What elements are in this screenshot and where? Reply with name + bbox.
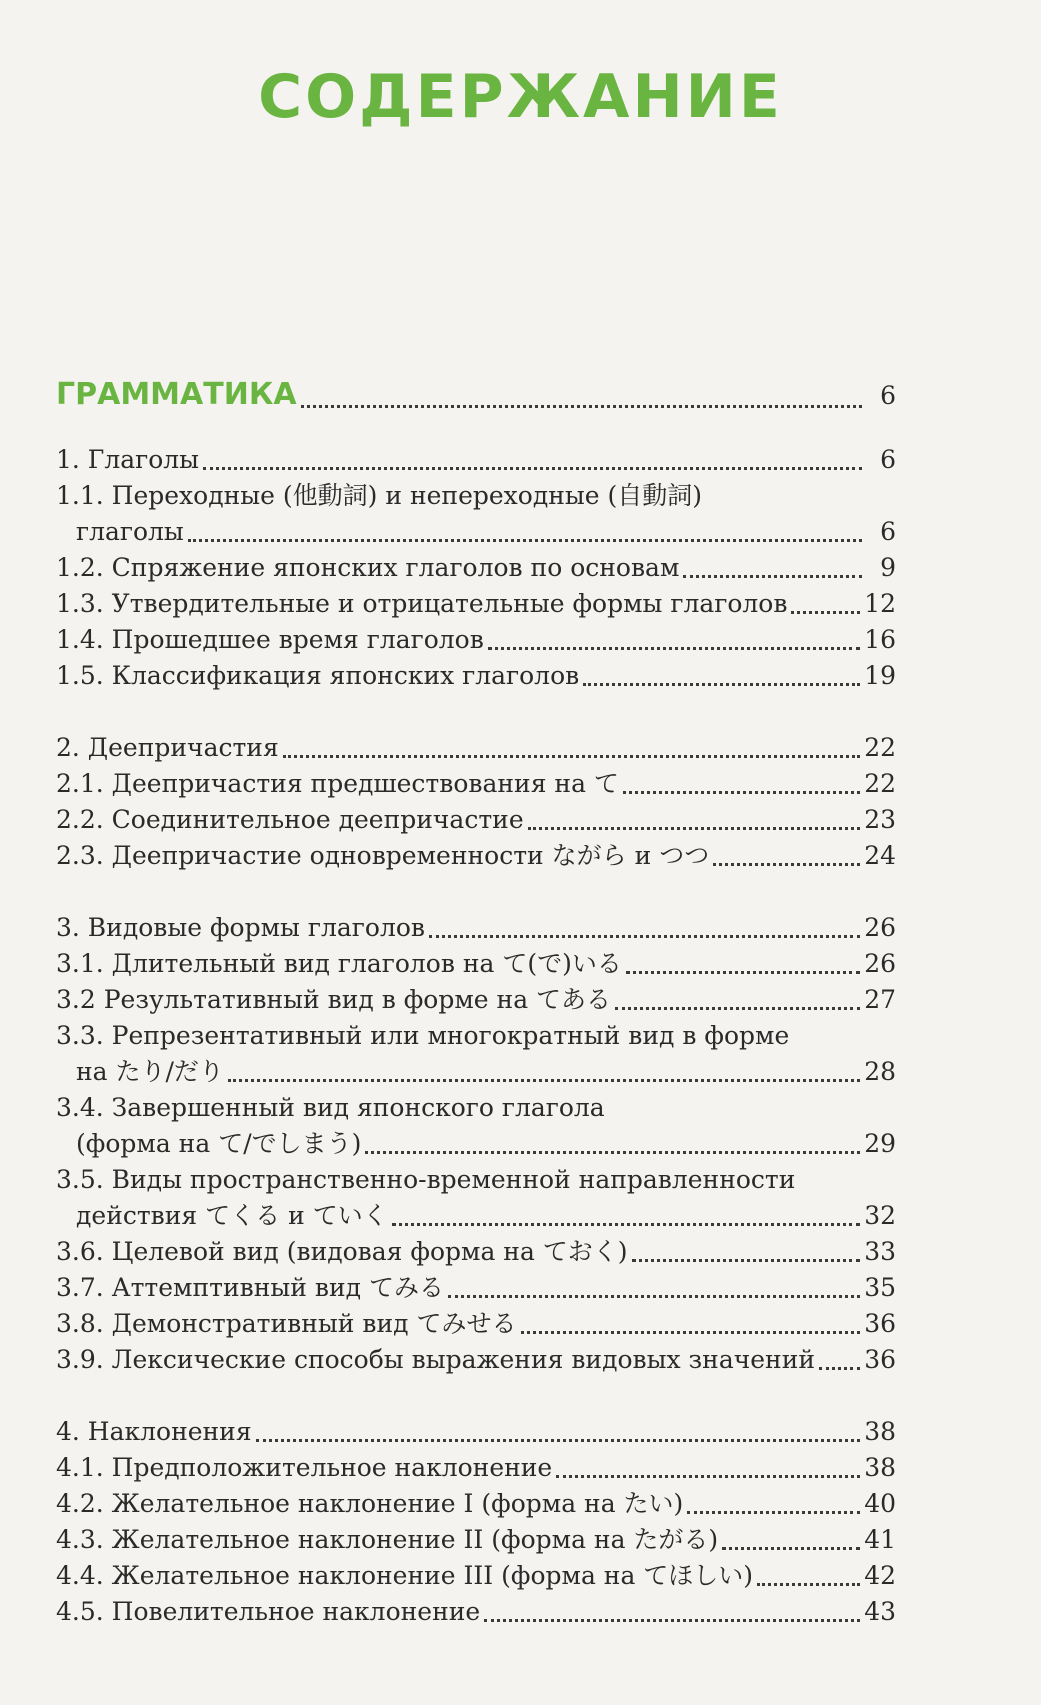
toc-entry-page-number: 36 — [864, 1345, 896, 1374]
toc-entry[interactable] — [56, 730, 896, 766]
dot-leader — [615, 1007, 860, 1010]
dot-leader — [484, 1619, 860, 1622]
toc-entry[interactable] — [56, 1234, 896, 1270]
toc-entry-page-number: 28 — [864, 1057, 896, 1086]
toc-entry-label: 1.1. Переходные (他動詞) и непереходные (自動詞) — [56, 481, 703, 510]
toc-entry[interactable] — [56, 1522, 896, 1558]
toc-entry[interactable] — [56, 1270, 896, 1306]
toc-entry-label: (форма на て/でしまう) — [76, 1129, 362, 1158]
toc-entry-page-number: 22 — [864, 733, 896, 762]
toc-entry[interactable] — [56, 550, 896, 586]
dot-leader — [556, 1475, 860, 1478]
toc-entry-page-number: 12 — [864, 589, 896, 618]
toc-entry-page-number: 26 — [864, 913, 896, 942]
toc-entry[interactable] — [56, 1558, 896, 1594]
dot-leader — [392, 1223, 860, 1226]
toc-entry-page-number: 32 — [864, 1201, 896, 1230]
toc-entry-label: 1.4. Прошедшее время глаголов — [56, 625, 484, 654]
dot-leader — [722, 1547, 860, 1550]
toc-entry[interactable] — [56, 442, 896, 478]
toc-entry-label: 1.5. Классификация японских глаголов — [56, 661, 580, 690]
toc-entry[interactable] — [56, 658, 896, 694]
dot-leader — [365, 1151, 860, 1154]
toc-entry-page-number: 29 — [864, 1129, 896, 1158]
dot-leader — [256, 1439, 861, 1442]
dot-leader — [301, 405, 862, 408]
dot-leader — [626, 971, 860, 974]
dot-leader — [429, 935, 860, 938]
toc-entry-label: действия てくる и ていく — [76, 1201, 388, 1230]
toc-entry-label: 1.3. Утвердительные и отрицательные формы глаголов — [56, 589, 788, 618]
toc-entry — [56, 1162, 896, 1198]
toc-entry-label: 4.4. Желательное наклонение III (форма на てほしい) — [56, 1561, 754, 1590]
section-label: ГРАММАТИКА — [56, 377, 297, 412]
section-page-number: 6 — [880, 381, 896, 410]
dot-leader — [713, 863, 860, 866]
dot-leader — [488, 647, 860, 650]
toc-entry[interactable] — [56, 1054, 896, 1090]
toc-entry-page-number: 22 — [864, 769, 896, 798]
toc-entry-label: 3.2 Результативный вид в форме на てある — [56, 985, 612, 1014]
dot-leader — [791, 611, 860, 614]
toc-entries — [56, 442, 896, 1630]
dot-leader — [687, 1511, 860, 1514]
dot-leader — [228, 1079, 860, 1082]
toc-entry[interactable] — [56, 1414, 896, 1450]
dot-leader — [188, 539, 862, 542]
toc-entry[interactable] — [56, 982, 896, 1018]
toc-entry-page-number: 23 — [864, 805, 896, 834]
toc-entry-label: 1.2. Спряжение японских глаголов по основам — [56, 553, 680, 582]
toc-entry-page-number: 38 — [864, 1453, 896, 1482]
toc-entry[interactable] — [56, 586, 896, 622]
toc-entry-label: 3.5. Виды пространственно-временной направленности — [56, 1165, 796, 1194]
toc-entry-page-number: 33 — [864, 1237, 896, 1266]
toc-entry-label: 1. Глаголы — [56, 445, 200, 474]
toc-entry-page-number: 36 — [864, 1309, 896, 1338]
toc-entry[interactable] — [56, 622, 896, 658]
toc-section-heading[interactable] — [56, 370, 896, 420]
page-title: СОДЕРЖАНИЕ — [258, 62, 783, 132]
dot-leader — [757, 1583, 860, 1586]
toc-entry-page-number: 38 — [864, 1417, 896, 1446]
dot-leader — [819, 1367, 860, 1370]
toc-entry[interactable] — [56, 1126, 896, 1162]
toc-entry[interactable] — [56, 1594, 896, 1630]
toc-entry-label: 2. Деепричастия — [56, 733, 279, 762]
toc-entry-label: 2.3. Деепричастие одновременности ながら и つつ — [56, 841, 710, 870]
toc-entry-label: 3.7. Аттемптивный вид てみる — [56, 1273, 444, 1302]
table-of-contents — [56, 370, 896, 1630]
toc-entry-page-number: 35 — [864, 1273, 896, 1302]
dot-leader — [521, 1331, 861, 1334]
toc-entry-page-number: 40 — [864, 1489, 896, 1518]
toc-entry[interactable] — [56, 514, 896, 550]
toc-entry-label: 4. Наклонения — [56, 1417, 252, 1446]
toc-entry-label: 4.2. Желательное наклонение I (форма на たい) — [56, 1489, 684, 1518]
toc-entry-label: 3. Видовые формы глаголов — [56, 913, 425, 942]
dot-leader — [632, 1259, 861, 1262]
toc-entry-label: на たり/だり — [76, 1057, 224, 1086]
toc-entry[interactable] — [56, 946, 896, 982]
toc-entry-page-number: 16 — [864, 625, 896, 654]
dot-leader — [683, 575, 862, 578]
toc-entry[interactable] — [56, 1486, 896, 1522]
toc-entry — [56, 1018, 896, 1054]
toc-entry-page-number: 6 — [880, 445, 896, 474]
toc-entry-label: глаголы — [76, 517, 184, 546]
toc-entry-label: 3.6. Целевой вид (видовая форма на ておく) — [56, 1237, 628, 1266]
dot-leader — [448, 1295, 860, 1298]
toc-entry-label: 3.8. Демонстративный вид てみせる — [56, 1309, 517, 1338]
toc-entry-label: 2.1. Деепричастия предшествования на て — [56, 769, 619, 798]
toc-entry-label: 3.1. Длительный вид глаголов на て(で)いる — [56, 949, 622, 978]
toc-entry-label: 4.5. Повелительное наклонение — [56, 1597, 481, 1626]
toc-entry-label: 4.3. Желательное наклонение II (форма на たがる) — [56, 1525, 719, 1554]
toc-entry-page-number: 19 — [864, 661, 896, 690]
toc-entry-label: 3.9. Лексические способы выражения видовых значений — [56, 1345, 816, 1374]
dot-leader — [528, 827, 861, 830]
dot-leader — [583, 683, 860, 686]
toc-entry-label: 3.4. Завершенный вид японского глагола — [56, 1093, 605, 1122]
toc-entry-page-number: 24 — [864, 841, 896, 870]
toc-entry[interactable] — [56, 1450, 896, 1486]
toc-entry — [56, 478, 896, 514]
toc-entry-page-number: 6 — [880, 517, 896, 546]
toc-entry[interactable] — [56, 1306, 896, 1342]
toc-entry[interactable] — [56, 1342, 896, 1378]
toc-entry-page-number: 42 — [864, 1561, 896, 1590]
toc-entry-label: 2.2. Соединительное деепричастие — [56, 805, 524, 834]
toc-entry-page-number: 43 — [864, 1597, 896, 1626]
toc-entry[interactable] — [56, 766, 896, 802]
toc-entry-page-number: 27 — [864, 985, 896, 1014]
toc-entry — [56, 1090, 896, 1126]
toc-entry-label: 3.3. Репрезентативный или многократный вид в форме — [56, 1021, 790, 1050]
dot-leader — [623, 791, 860, 794]
toc-entry-page-number: 26 — [864, 949, 896, 978]
toc-entry[interactable] — [56, 838, 896, 874]
toc-entry-label: 4.1. Предположительное наклонение — [56, 1453, 553, 1482]
dot-leader — [203, 467, 862, 470]
toc-entry[interactable] — [56, 1198, 896, 1234]
toc-entry[interactable] — [56, 910, 896, 946]
toc-entry[interactable] — [56, 802, 896, 838]
toc-entry-page-number: 41 — [864, 1525, 896, 1554]
toc-entry-page-number: 9 — [880, 553, 896, 582]
dot-leader — [283, 755, 860, 758]
